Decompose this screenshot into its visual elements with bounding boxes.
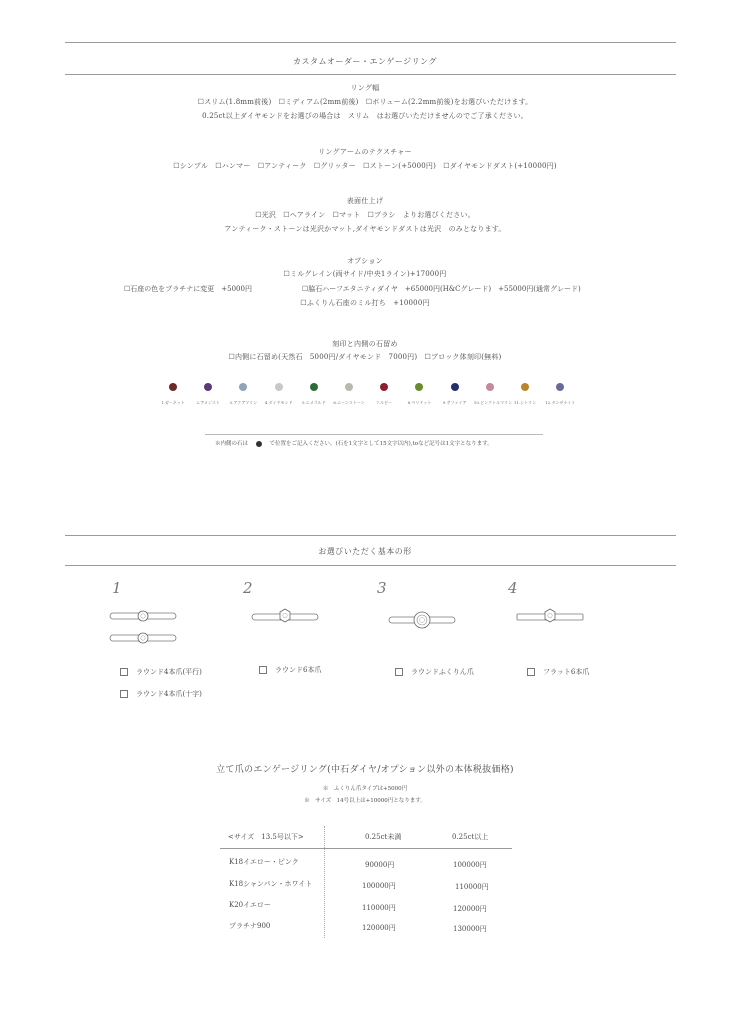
basic-shapes-title: お選びいただく基本の形	[318, 547, 412, 556]
shape-option-flat-6[interactable]	[527, 667, 589, 677]
stone-swatch	[415, 383, 423, 391]
stone-label: 10.ピンクトルマリン	[473, 400, 513, 405]
stone-label: 8.ペリドット	[407, 400, 432, 405]
stone-swatch	[380, 383, 388, 391]
ring-6-prong-icon	[250, 606, 322, 628]
shape-option-round-bezel[interactable]	[395, 667, 474, 677]
top-rule	[65, 42, 676, 43]
shape-number-1: 1	[112, 579, 122, 597]
shape-number-2: 2	[243, 579, 253, 597]
shapes-title-rule	[65, 565, 676, 566]
custom-order-title: カスタムオーダー・エンゲージリング	[292, 57, 438, 66]
engraving-options: ☐内側に石留め(天然石 5000円/ダイヤモンド 7000円) ☐ブロック体刻印(無料)	[228, 353, 502, 361]
shape-number-4: 4	[508, 579, 518, 597]
table-row-price-b: 100000円	[453, 861, 487, 869]
stone-marker-icon	[256, 441, 262, 447]
stone-swatch	[239, 383, 247, 391]
ring-width-heading: リング幅	[350, 84, 380, 92]
ring-flat-6-prong-icon	[515, 606, 587, 628]
inner-stone-note-suffix: で位置をご記入ください。(石を1文字として15文字以内),toなど記号は1文字となります。	[269, 441, 493, 447]
stone-label: 4.ダイヤモンド	[264, 400, 293, 405]
stone-label: 3.アクアマリン	[229, 400, 258, 405]
stone-swatch	[521, 383, 529, 391]
checkbox-icon[interactable]	[259, 666, 267, 674]
texture-options: ☐シンプル ☐ハンマー ☐アンティーク ☐グリッター ☐ストーン(+5000円) ☐ダイヤモンドダスト(+10000円)	[173, 162, 557, 170]
finish-note: アンティーク・ストーンは光沢かマット,ダイヤモンドダストは光沢 のみとなります。	[224, 225, 506, 233]
checkbox-icon[interactable]	[120, 690, 128, 698]
stone-label: 9.サファイア	[442, 400, 467, 405]
shape-label-text: ラウンド6本爪	[275, 666, 322, 674]
stone-label: 6.ムーンストーン	[333, 400, 365, 405]
stone-label: 12.タンザナイト	[545, 400, 576, 405]
stone-swatch	[204, 383, 212, 391]
table-row-price-a: 110000円	[362, 904, 396, 912]
shapes-top-rule	[65, 535, 676, 536]
pricing-note-bezel: ※ ふくりん爪タイプは+5000円	[322, 786, 408, 792]
checkbox-icon[interactable]	[120, 668, 128, 676]
checkbox-icon[interactable]	[395, 668, 403, 676]
table-row-name: プラチナ900	[229, 922, 271, 930]
stone-label: 2.アメジスト	[196, 400, 220, 405]
ring-width-note: 0.25ct以上ダイヤモンドをお選びの場合は スリム はお選びいただけませんのでご了承ください。	[202, 112, 528, 120]
table-header-under-025: 0.25ct未満	[365, 833, 402, 841]
note-rule	[205, 434, 543, 435]
shape-option-round-4-cross[interactable]	[120, 689, 202, 699]
engraving-heading: 刻印と内側の石留め	[332, 340, 398, 348]
stone-swatch	[275, 383, 283, 391]
checkbox-icon[interactable]	[527, 668, 535, 676]
table-row-price-b: 120000円	[453, 905, 487, 913]
ring-bezel-icon	[387, 608, 459, 632]
table-row-name: K20イエロー	[229, 901, 271, 909]
inner-stone-note-prefix: ※内側の石は	[215, 441, 249, 447]
table-row-name: K18イエロー・ピンク	[229, 858, 299, 866]
finish-options: ☐光沢 ☐ヘアライン ☐マット ☐ブラシ よりお選びください。	[255, 211, 475, 219]
shape-option-round-6[interactable]	[259, 665, 321, 675]
pricing-title: 立て爪のエンゲージリング(中石ダイヤ/オプション以外の本体税抜価格)	[216, 765, 514, 775]
stone-label: 1.ガーネット	[161, 400, 185, 405]
table-header-over-025: 0.25ct以上	[452, 833, 489, 841]
shape-label-text: ラウンド4本爪(十字)	[136, 690, 202, 698]
stone-swatch	[486, 383, 494, 391]
shape-label-text: ラウンドふくりん爪	[411, 668, 474, 676]
stone-swatch	[556, 383, 564, 391]
shape-option-round-4-parallel[interactable]	[120, 667, 202, 677]
texture-heading: リングアームのテクスチャー	[318, 148, 412, 156]
finish-heading: 表面仕上げ	[346, 197, 384, 205]
table-column-divider	[324, 826, 325, 938]
inner-stone-note	[215, 439, 493, 447]
stone-label: 7.ルビー	[376, 400, 393, 405]
option-bezel-milgrain: ☐ふくりん石座のミル打ち +10000円	[300, 299, 430, 307]
table-row-name: K18シャンパン・ホワイト	[229, 880, 313, 888]
stone-swatch	[451, 383, 459, 391]
title-rule	[65, 74, 676, 75]
stone-swatch	[310, 383, 318, 391]
option-milgrain: ☐ミルグレイン(両サイド/中央1ライン)+17000円	[283, 270, 447, 278]
table-row-price-a: 100000円	[362, 882, 396, 890]
stone-label: 5.エメラルド	[301, 400, 326, 405]
option-platinum-setting: ☐石座の色をプラチナに変更 +5000円	[124, 285, 252, 293]
table-row-price-b: 110000円	[455, 883, 489, 891]
ring-width-options: ☐スリム(1.8mm前後) ☐ミディアム(2mm前後) ☐ボリューム(2.2mm前後)をお選びいただけます。	[197, 98, 533, 106]
table-row-price-a: 120000円	[362, 924, 396, 932]
table-row-price-b: 130000円	[453, 925, 487, 933]
stone-swatch	[169, 383, 177, 391]
table-row-price-a: 90000円	[365, 861, 395, 869]
option-half-eternity: ☐脇石ハーフエタニティダイヤ +65000円(H&Cグレード) +55000円(通常グレード)	[302, 285, 581, 293]
table-header-size: <サイズ 13.5号以下>	[228, 833, 304, 841]
pricing-note-size: ※ サイズ 14号以上は+10000円となります。	[304, 798, 426, 804]
shape-label-text: ラウンド4本爪(平行)	[136, 668, 202, 676]
shape-label-text: フラット6本爪	[543, 668, 590, 676]
shape-number-3: 3	[377, 579, 387, 597]
table-header-rule	[220, 848, 512, 849]
options-heading: オプション	[347, 257, 383, 265]
ring-parallel-4-prong-icon	[108, 608, 180, 648]
stone-label: 11.シトリン	[513, 400, 537, 405]
stone-swatch	[345, 383, 353, 391]
